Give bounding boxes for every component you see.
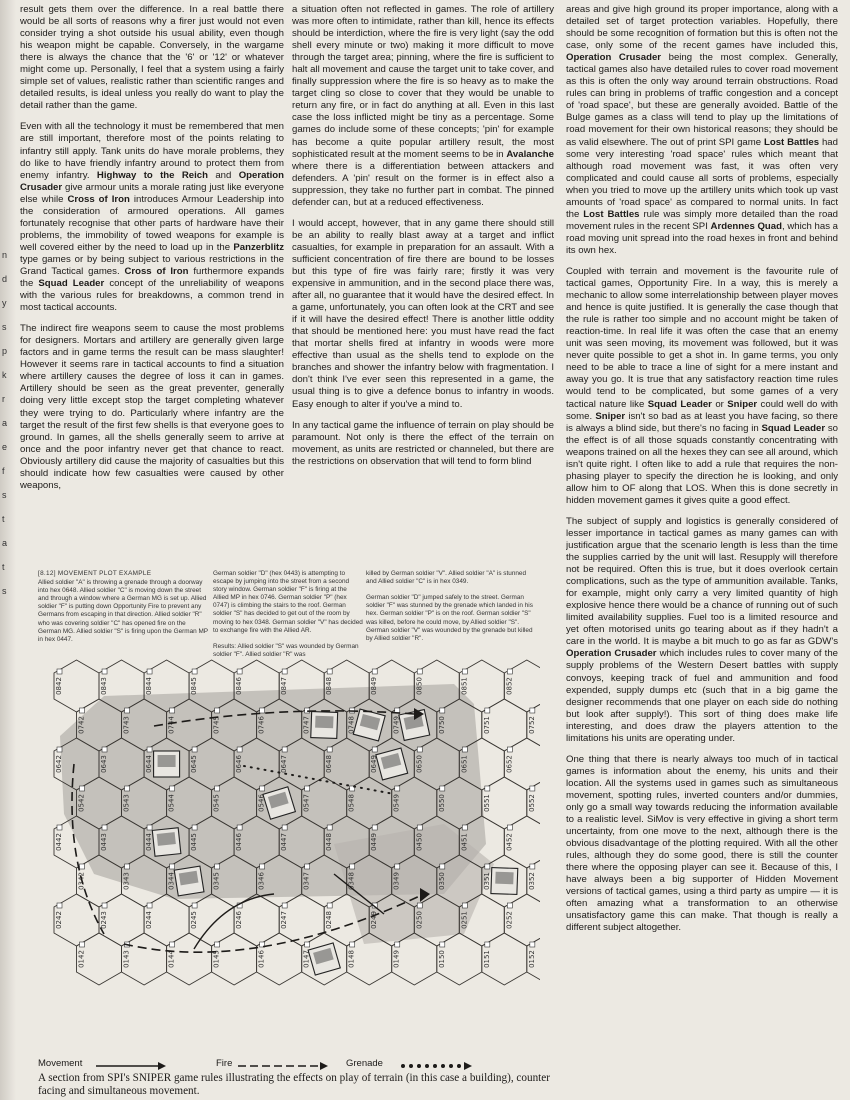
- hex-number: 0845: [190, 677, 199, 695]
- hex-marker: [80, 786, 85, 791]
- hex-marker: [485, 708, 490, 713]
- hex-number: 0251: [460, 911, 469, 929]
- spine-fragment: r: [2, 394, 5, 404]
- hex-number: 0442: [55, 833, 63, 851]
- paragraph: The indirect fire weapons seem to cause the most problems for designers. Mortars and artillery are generally given large factors and in game terms the result can be mass slaughter! However it seems rare in tactical accounts to find a situation where artillery causes the degree of loss it can in games. Artillery should be seen as the great preventer, generally doing very little except stop the target completing whatever they were trying to do. Particularly where infantry are the target the result of the first few shells is that everyone goes to ground. In games, all the shells generally seem to arrive at once and the poor infantry never get that chance to react. Obviously artillery did cause the majority of casualties but this should indicate how few casualties were caused by other weapons,: [20, 323, 284, 491]
- hex-number: 0348: [347, 872, 356, 890]
- hex-number: 0746: [257, 716, 266, 734]
- unit-counter: [152, 828, 181, 857]
- spine-fragment: p: [2, 346, 8, 356]
- spine-fragment: s: [2, 586, 7, 596]
- hex-number: 0843: [100, 677, 109, 695]
- hex-number: 0352: [527, 872, 536, 890]
- legend-movement-arrow: [96, 1062, 166, 1070]
- hex-marker: [485, 942, 490, 947]
- hex-number: 0443: [100, 833, 109, 851]
- hex-number: 0344: [167, 872, 176, 890]
- legend-grenade-arrow: [400, 1061, 474, 1071]
- hex-marker: [395, 942, 400, 947]
- hex-number: 0651: [460, 755, 469, 773]
- movement-plot-figure: [20, 566, 554, 1100]
- hex-marker: [417, 903, 422, 908]
- hex-marker: [102, 747, 107, 752]
- figure-text-c-body2: German soldier "D" jumped safely to the street. German soldier "F" was stunned by the grenade which landed in his hex. German soldier "P" is on the roof. German soldier "S" was killed, before he could move, by Allied soldier "S". German soldier "V" was wounded by the grenade but killed by Allied soldier "R".: [366, 594, 533, 642]
- hex-number: 0549: [392, 794, 401, 812]
- hex-number: 0349: [392, 872, 401, 890]
- hex-number: 0446: [235, 833, 244, 851]
- hex-marker: [237, 747, 242, 752]
- spine-fragment: a: [2, 538, 8, 548]
- hex-marker: [282, 747, 287, 752]
- hex-marker: [102, 825, 107, 830]
- figure-text-a: [38, 570, 210, 644]
- hex-marker: [440, 864, 445, 869]
- hex-marker: [237, 669, 242, 674]
- hex-number: 0147: [302, 950, 311, 968]
- spine-fragment: y: [2, 298, 7, 308]
- hex-number: 0849: [370, 677, 379, 695]
- hex-number: 0245: [190, 911, 199, 929]
- hex-number: 0350: [437, 872, 446, 890]
- hex-marker: [170, 864, 175, 869]
- hex-marker: [440, 786, 445, 791]
- hex-marker: [372, 747, 377, 752]
- figure-text-b-body: German soldier "D" (hex 0443) is attempting to escape by jumping into the street from a second story window. German soldier "F" is firing at the Allied MP in hex 0746. German soldier "P" (hex 0747) is climbing the stairs to the roof. German soldier "S" has decided to get out of the room by moving to hex 0348. German soldier "V" has decided to exchange fire with the Allied AR.: [213, 570, 363, 634]
- hex-marker: [282, 669, 287, 674]
- hex-marker: [260, 864, 265, 869]
- hex-number: 0142: [77, 950, 86, 968]
- spine-fragment: e: [2, 442, 8, 452]
- hex-marker: [462, 747, 467, 752]
- hex-number: 0545: [212, 794, 221, 812]
- hex-number: 0146: [257, 950, 266, 968]
- figure-text-a-body: Allied soldier "A" is throwing a grenade through a doorway into hex 0648. Allied soldier "C" is moving down the street and through a window where a German MG is set up. Allied soldier "F" is putting down Opportunity Fire to prevent any Germans from escaping in that direction. Allied soldier "R" who was covering soldier "C" has opened fire on the German MG. Allied soldier "S" is firing upon the German MP in hex 0447.: [38, 579, 208, 643]
- hex-number: 0252: [505, 911, 514, 929]
- legend-movement-label: Movement: [38, 1058, 83, 1069]
- unit-counter: [154, 751, 180, 777]
- unit-counter: [491, 868, 518, 895]
- figure-title: [8.12] MOVEMENT PLOT EXAMPLE: [38, 570, 152, 577]
- hex-marker: [237, 825, 242, 830]
- spine-fragment: t: [2, 514, 5, 524]
- hex-marker: [80, 942, 85, 947]
- unit-counter: [311, 712, 338, 739]
- hex-marker: [417, 825, 422, 830]
- hex-number: 0745: [212, 716, 221, 734]
- hex-number: 0644: [145, 755, 154, 773]
- hex-number: 0343: [122, 872, 131, 890]
- figure-text-c: [366, 570, 536, 643]
- hex-marker: [440, 708, 445, 713]
- text-column-2: [292, 4, 554, 560]
- hex-number: 0342: [77, 872, 86, 890]
- hex-number: 0650: [415, 755, 424, 773]
- hex-marker: [192, 825, 197, 830]
- hex-marker: [215, 942, 220, 947]
- hex-marker: [305, 942, 310, 947]
- spine-fragment: n: [2, 250, 8, 260]
- legend-fire: [216, 1058, 232, 1069]
- hex-number: 0752: [527, 716, 536, 734]
- hex-number: 0547: [302, 794, 311, 812]
- spine-fragment: a: [2, 418, 8, 428]
- hex-marker: [305, 786, 310, 791]
- hex-number: 0449: [370, 833, 379, 851]
- spine-fragment: k: [2, 370, 7, 380]
- hex-marker: [147, 747, 152, 752]
- hex-number: 0151: [482, 950, 491, 968]
- hex-marker: [327, 825, 332, 830]
- hex-marker: [125, 864, 130, 869]
- hex-marker: [327, 747, 332, 752]
- hex-number: 0645: [190, 755, 199, 773]
- hex-marker: [125, 786, 130, 791]
- hex-marker: [305, 864, 310, 869]
- spine-fragment: s: [2, 322, 7, 332]
- unit-counter: [174, 866, 204, 896]
- hex-number: 0452: [505, 833, 514, 851]
- text-column-1: [20, 4, 284, 552]
- hex-number: 0750: [437, 716, 446, 734]
- legend-grenade-label: Grenade: [346, 1058, 383, 1069]
- hex-marker: [282, 825, 287, 830]
- hex-marker: [507, 747, 512, 752]
- hex-number: 0552: [527, 794, 536, 812]
- hex-marker: [507, 825, 512, 830]
- hex-marker: [57, 825, 62, 830]
- hex-number: 0546: [257, 794, 266, 812]
- paragraph: One thing that there is nearly always too much of in tactical games is information about the enemy, his units and their location. All the systems used in games such as simultaneous movement, spotting rules, inverted counters and/or dummies, only go a small way towards reducing the information available to a realistic level. SiMov is very effective in giving a short term uncertainty, from one move to the next, although there is the obvious disadvantage of the plotting required. With all the other rules, although they do some good, there is still the counter there where the opposing player can see it. Because of this, I have always been a big supporter of Hidden Movement versions of tactical games, using a third party as umpire — it is often amazing what a transformation to an otherwise unsatisfactory game this can make. That though is really a different subject altogether.: [566, 753, 838, 934]
- hex-number: 0144: [167, 950, 176, 968]
- hex-marker: [170, 786, 175, 791]
- hex-marker: [485, 786, 490, 791]
- hex-number: 0543: [122, 794, 131, 812]
- hex-number: 0148: [347, 950, 356, 968]
- hex-marker: [260, 708, 265, 713]
- hex-marker: [147, 903, 152, 908]
- hex-marker: [462, 669, 467, 674]
- hex-marker: [327, 669, 332, 674]
- legend-fire-label: Fire: [216, 1058, 233, 1069]
- hex-marker: [282, 903, 287, 908]
- hex-marker: [147, 669, 152, 674]
- hex-number: 0550: [437, 794, 446, 812]
- hex-number: 0749: [392, 716, 401, 734]
- paragraph: result gets them over the difference. In a real battle there would be all sorts of reasons why a firer just would not even consider trying a shot outside his usual ability, even though his weapon might be capable. Conversely, in the wargame there is always the chance that the '6' or '12' or whatever might come up. Personally, I feel that a system using a fairly simple set of values, realistic rather than scientific ranges and detailed results, is ideal unless you really do want to play the detail rather than the game.: [20, 4, 284, 112]
- hex-number: 0345: [212, 872, 221, 890]
- hex-marker: [417, 669, 422, 674]
- hex-number: 0747: [302, 716, 311, 734]
- hex-number: 0551: [482, 794, 491, 812]
- hex-number: 0743: [122, 716, 131, 734]
- legend-fire-arrow: [238, 1062, 328, 1070]
- hex-number: 0646: [235, 755, 244, 773]
- hex-marker: [462, 825, 467, 830]
- hex-number: 0847: [280, 677, 289, 695]
- hex-marker: [102, 903, 107, 908]
- hex-number: 0145: [212, 950, 221, 968]
- hex-number: 0249: [370, 911, 379, 929]
- paragraph: In any tactical game the influence of terrain on play should be paramount. Not only is there the effect of the terrain on movement, as units are restricted or channeled, but there are the restrictions on observation that will tend to form blind: [292, 419, 554, 467]
- hex-marker: [192, 903, 197, 908]
- hex-number: 0244: [145, 911, 154, 929]
- hex-number: 0346: [257, 872, 266, 890]
- hex-marker: [125, 708, 130, 713]
- spine-fragment: d: [2, 274, 8, 284]
- page-spine-edge: [0, 0, 16, 1100]
- hex-number: 0152: [527, 950, 536, 968]
- hex-marker: [507, 669, 512, 674]
- hex-number: 0846: [235, 677, 244, 695]
- hex-number: 0447: [280, 833, 289, 851]
- hex-marker: [530, 942, 535, 947]
- hex-marker: [350, 864, 355, 869]
- hex-number: 0243: [100, 911, 109, 929]
- hex-marker: [530, 864, 535, 869]
- hex-number: 0748: [347, 716, 356, 734]
- hex-marker: [192, 669, 197, 674]
- hex-marker: [215, 786, 220, 791]
- hex-marker: [57, 669, 62, 674]
- hex-marker: [102, 669, 107, 674]
- hex-number: 0647: [280, 755, 289, 773]
- hex-number: 0848: [325, 677, 334, 695]
- hex-number: 0149: [392, 950, 401, 968]
- spine-fragment: s: [2, 490, 7, 500]
- hex-marker: [192, 747, 197, 752]
- hex-number: 0652: [505, 755, 514, 773]
- hex-marker: [485, 864, 490, 869]
- legend-movement: [38, 1058, 82, 1069]
- hex-marker: [260, 786, 265, 791]
- legend-grenade: [346, 1058, 383, 1069]
- hex-marker: [372, 825, 377, 830]
- figure-results: Results: Allied soldier "S" was wounded by German soldier "F". Allied soldier "R" was: [213, 642, 359, 658]
- hex-number: 0347: [302, 872, 311, 890]
- hex-number: 0150: [437, 950, 446, 968]
- hex-number: 0842: [55, 677, 63, 695]
- hex-marker: [170, 942, 175, 947]
- hex-number: 0542: [77, 794, 86, 812]
- paragraph: I would accept, however, that in any game there should still be an ability to really blast away at a target and inflict casualties, for example in preparation for an assault. With a sufficient concentration of fire there are bound to be losses but this type of fire was fairly rare; firstly it was very expensive in ammunition, and in the second place there was, after all, no guarantee that it would have the desired effect. In a game, unfortunately, you can often look at the CRT and see if it will have the desired effect! There is another little oddity that should be mentioned here: you must have read the fact that mortar shells fired at infantry in woods were more effective than usual as the shells tend to explode on the branches and shower the infantry below with fragmentation. I don't think I've ever seen this represented in a game, the usual thing is to give a defence bonus to infantry in woods. Easy enough to alter if you've a mind to.: [292, 217, 554, 410]
- hex-number: 0250: [415, 911, 424, 929]
- paragraph: Even with all the technology it must be remembered that men are still important, therefore most of the points relating to infantry still apply. Tank units do have morale problems, they do like to have friendly infantry around to protect them from enemy infantry. Highway to the Reich and Operation Crusader give armour units a morale rating just like everyone else while Cross of Iron introduces Armour Leadership into the consideration of armoured operations. All games fortunately recognise that other parts of hardware have their problems, the immobility of towed weapons for example is well covered either by the need to load up in the Panzerblitz type games or by being subject to various restrictions in the Grand Tactical games. Cross of Iron furthermore expands the Squad Leader concept of the unreliability of weapons with the various rules for breakdowns, a common trend in most tactical accounts.: [20, 121, 284, 314]
- hex-marker: [350, 942, 355, 947]
- hex-number: 0548: [347, 794, 356, 812]
- hex-map: [34, 644, 540, 1054]
- hex-number: 0451: [460, 833, 469, 851]
- hex-marker: [462, 903, 467, 908]
- hex-number: 0544: [167, 794, 176, 812]
- hex-number: 0744: [167, 716, 176, 734]
- hex-number: 0742: [77, 716, 86, 734]
- hex-marker: [530, 708, 535, 713]
- hex-number: 0649: [370, 755, 379, 773]
- paragraph: areas and give high ground its proper importance, along with a detailed set of target protection variables. Hopefully, there should be some recognition of formation but this is often not the case, only some of the recent games have included this, Operation Crusader being the most complex. Generally, tactical games also have detailed rules to cover road movement as this is often the only way around terrain obstructions. Road rules can bring in problems of traffic congestion and a concept of 'road space', but these are generally avoided. Battle of the Bulge games as a class will tend to play up the limitations of road movement for their own historical reasons; they should be as valid elsewhere. The out of print SPI game Lost Battles had some very interesting 'road space' rules which meant that although road movement was fast, it was often very complicated and could cause all sorts of problems, especially when you tried to move up the artillery units which took up vast amounts of 'road space' as compared to normal units. In fact the Lost Battles rule was simply more detailed than the road movement rules in the recent SPI Ardennes Quad, which has a road moving unit spread into the road hexes in front and behind its own hex.: [566, 4, 838, 256]
- hex-marker: [327, 903, 332, 908]
- hex-marker: [80, 864, 85, 869]
- hex-number: 0851: [460, 677, 469, 695]
- hex-marker: [417, 747, 422, 752]
- hex-number: 0642: [55, 755, 63, 773]
- spine-fragment: t: [2, 562, 5, 572]
- hex-number: 0448: [325, 833, 334, 851]
- hex-number: 0246: [235, 911, 244, 929]
- hex-number: 0445: [190, 833, 199, 851]
- hex-marker: [440, 942, 445, 947]
- hex-marker: [215, 864, 220, 869]
- hex-marker: [395, 864, 400, 869]
- unit-counter: [308, 943, 340, 975]
- hex-number: 0247: [280, 911, 289, 929]
- figure-text-c-body: killed by German soldier "V". Allied soldier "A" is stunned and Allied soldier "C" is in hex 0349.: [366, 570, 527, 586]
- hex-marker: [170, 708, 175, 713]
- text-column-3: [566, 4, 838, 1100]
- hex-marker: [57, 747, 62, 752]
- paragraph: a situation often not reflected in games. The role of artillery was more often to intimidate, rather than kill, hence its effects should be interdiction, where the fire is very light (say the odd shell every minute or two) making it more difficult to move through the target area; pinning, where the fire is sufficient to halt all movement and cause the target unit to take cover, and finally suppression where the fire is so heavy as to make the target cling so close to cover that they would be unable to return any fire, or in fact do anything at all. Even in this last case the loss inflicted might be tiny as a percentage. Some games do include some of these concepts; 'pin' for example has become a quite popular artillery result, the most sophisticated result at the moment seems to be in Avalanche where there is a differentiation between attackers and defenders. A 'pin' result on the former is in effect also a suppression, they take no further part in combat. The pinned defender can, but at a reduced effectiveness.: [292, 4, 554, 208]
- hex-marker: [57, 903, 62, 908]
- hex-marker: [215, 708, 220, 713]
- hex-marker: [507, 903, 512, 908]
- hex-marker: [395, 786, 400, 791]
- hex-number: 0242: [55, 911, 63, 929]
- spine-fragment: f: [2, 466, 5, 476]
- figure-legend: [38, 1058, 558, 1072]
- hex-number: 0850: [415, 677, 424, 695]
- hex-number: 0648: [325, 755, 334, 773]
- hex-marker: [80, 708, 85, 713]
- paragraph: The subject of supply and logistics is generally considered of lesser importance in tactical games as many games can with justification argue that the scenario length is less than the time the supplies carried by the unit will last. Resupply will therefore not be required. Often this is true, but it does overlook certain complications, such as the type of ammunition available. Tanks, for example, might only carry a very limited quantity of high explosive hence there would be a chance of running out of such limited availability supplies. Fuel too is a limited resource and yet often motorised units go tearing about as if they hadn't a care in the world. It is maybe a bit much to go as far as GDW's Operation Crusader which includes rules to cover many of the supply problems of the Western Desert battles with supply convoys, keeping track of fuel and ammunition and food expended, supply dumps etc (such that in a big game the designer recommends that one player on each side do nothing but look after supply!). This sort of thing does make life interesting, and does draw the players attention to the limitations his units are operating under.: [566, 515, 838, 744]
- paragraph: Coupled with terrain and movement is the favourite rule of tactical games, Opportunity Fire. In a way, this is merely a mechanic to allow some interrelationship between player moves and hence is quite justified. It is generally the case though that the rule is rather too simple and no account might be taken of reaction-time. In real life it was often the case that an enemy unit was seen moving, its movement was followed, but it was never quite possible to get a shot in. In game terms, you only need to be able to trace a line of sight for a mere instant and away you go. It is true that any satisfactory reaction time rules would tend to be complicated, but some games of a very tactical nature like Squad Leader or Sniper could well do with some. Sniper isn't so bad as at least you have facing, so there is always a blind side, but there's no facing in Squad Leader so the effect is of all those squads constantly concentrating with weapons trained on all the hexes they can see all around, which isn't quite right. I often like to add a rule that requires the non-phasing player to specify the direction he is looking, and only allow him to OF along that LOS. When this is done secretly in hidden movement games it gives quite a good effect.: [566, 265, 838, 506]
- hex-number: 0751: [482, 716, 491, 734]
- hex-number: 0852: [505, 677, 514, 695]
- hex-number: 0450: [415, 833, 424, 851]
- hex-number: 0248: [325, 911, 334, 929]
- hex-number: 0143: [122, 950, 131, 968]
- hex-marker: [372, 669, 377, 674]
- figure-caption: A section from SPI's SNIPER game rules illustrating the effects on play of terrain (in this case a building), counter facing and simultaneous movement.: [38, 1072, 550, 1098]
- hex-marker: [147, 825, 152, 830]
- hex-number: 0444: [145, 833, 154, 851]
- hex-marker: [530, 786, 535, 791]
- hex-number: 0643: [100, 755, 109, 773]
- hex-number: 0844: [145, 677, 154, 695]
- hex-number: 0351: [482, 872, 491, 890]
